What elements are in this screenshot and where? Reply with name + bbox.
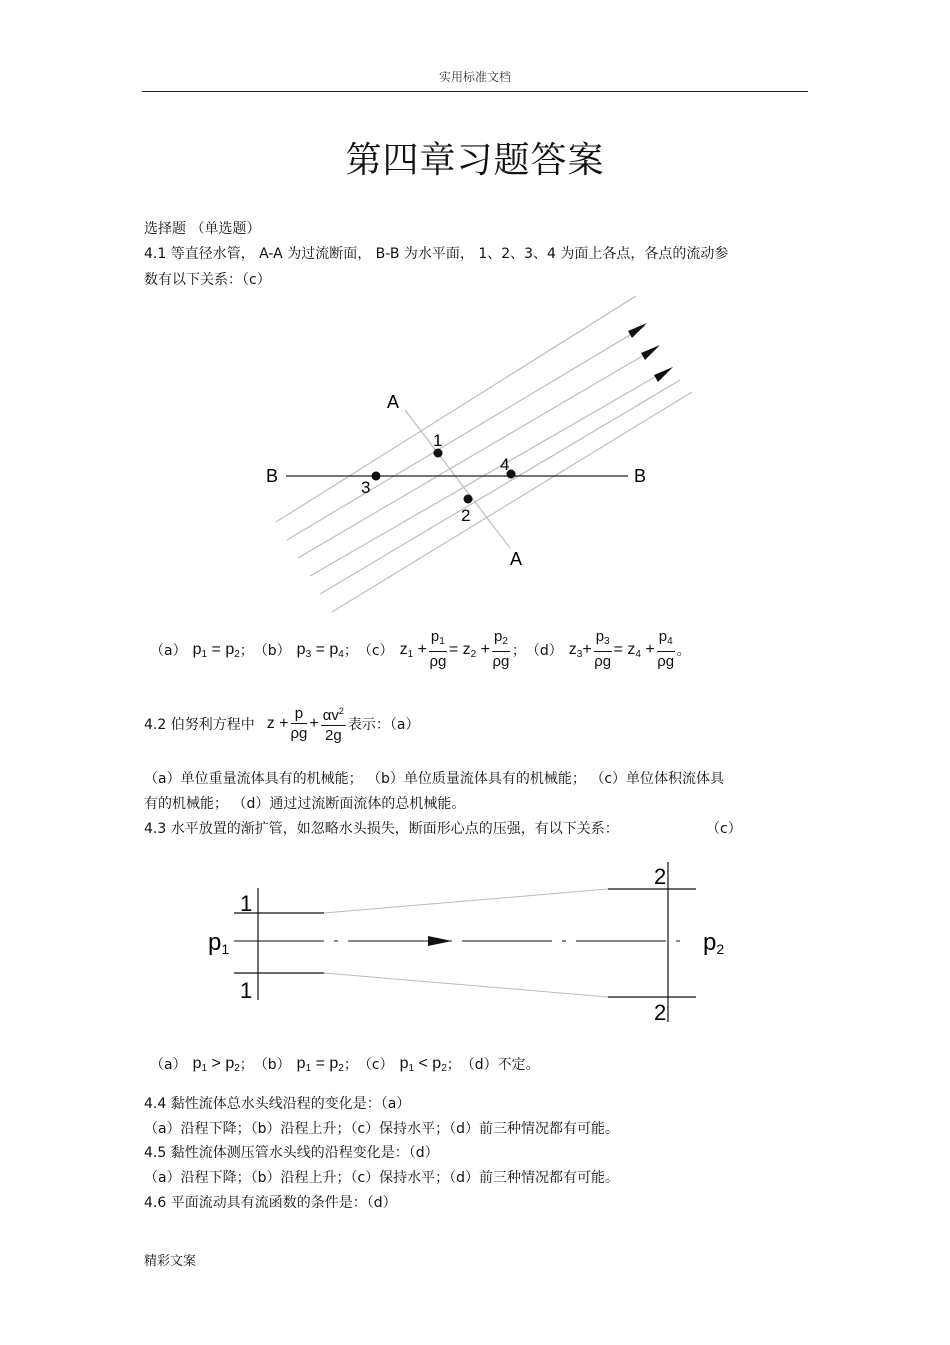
label-a-top: A (387, 392, 400, 412)
fraction: $\frac{p_3}{\rho g}$ (594, 628, 612, 670)
label-point-4: 4 (500, 455, 510, 474)
opt-a-label: （a） (150, 643, 187, 659)
opt-b-label: （b） (253, 643, 291, 659)
q42-line: 4.2 伯努利方程中 z + $\frac{p}{\rho g}$ + $\frac{\alpha v^2}{2g}$ 表示：（a） (144, 702, 420, 746)
opt-c-label: （c） (357, 1057, 394, 1073)
q42-opts-line1: （a）单位重量流体具有的机械能； （b）单位质量流体具有的机械能； （c）单位体积流体具 (144, 771, 725, 787)
q45-line: 4.5 黏性流体测压管水头线的沿程变化是：（d） (144, 1145, 439, 1161)
semi: ； (239, 643, 254, 659)
q44-opts: （a）沿程下降；（b）沿程上升；（c）保持水平；（d）前三种情况都有可能。 (144, 1121, 620, 1137)
label-b-right: B (634, 466, 647, 486)
fraction: $\frac{p}{\rho g}$ (290, 704, 308, 742)
label-a-bottom: A (510, 549, 523, 569)
label-point-1: 1 (433, 431, 443, 450)
section-aa-line (405, 410, 510, 548)
semi: ； (511, 643, 526, 659)
label-point-3: 3 (361, 478, 371, 497)
streamline (276, 296, 636, 522)
point-3 (372, 472, 381, 481)
q46-line: 4.6 平面流动具有流函数的条件是：（d） (144, 1195, 397, 1211)
label-p1-sub: 1 (221, 941, 230, 957)
label-p1-p: p (208, 929, 222, 956)
opt-d-label: （d）不定。 (460, 1057, 540, 1073)
label-point-2: 2 (461, 506, 471, 525)
q42-prefix: 4.2 伯努利方程中 (144, 717, 255, 733)
q41-line1: 4.1 等直径水管， A-A 为过流断面， B-B 为水平面， 1、2、3、4 为面上各点，各点的流动参 (144, 246, 729, 262)
label-p2-p: p (703, 929, 717, 956)
streamlines (276, 296, 692, 612)
opt-b-expr: $p_3 = p_4$ (296, 640, 344, 660)
q42-suffix: 表示：（a） (347, 717, 420, 733)
fraction: $\frac{\alpha v^2}{2g}$ (321, 702, 346, 746)
opt-b-label: （b） (253, 1057, 291, 1073)
opt-d-label: （d） (525, 643, 563, 659)
q43-answer: （c） (706, 821, 742, 837)
q45-opts: （a）沿程下降；（b）沿程上升；（c）保持水平；（d）前三种情况都有可能。 (144, 1170, 620, 1186)
q43-figure (208, 862, 724, 1025)
label-p2-sub: 2 (716, 941, 725, 957)
page-title: 第四章习题答案 (345, 140, 605, 181)
page-header: 实用标准文档 (438, 70, 511, 84)
q43-line: 4.3 水平放置的渐扩管，如忽略水头损失，断面形心点的压强，有以下关系： (144, 821, 619, 837)
q41-options: （a） $p_1 = p_2$ ； （b） $p_3 = p_4$ ； （c） $z_1$ + $\frac{p_1}{\rho g}$ = $z_2$ + $\frac{p_2}{\rho g}$ ； （d） $z_3+$ $\frac{p_3}{\rho g}$ = $z_4$ + $\frac{p_4}{\rho g}$ 。 (150, 628, 691, 670)
flow-arrow (428, 936, 452, 946)
fraction: $\frac{p_1}{\rho g}$ (429, 628, 447, 670)
label-b-left: B (266, 466, 279, 486)
q43-options: （a） $p_1 > p_2$ ； （b） $p_1 = p_2$ ； （c） $p_1 < p_2$ ； （d）不定。 (150, 1054, 540, 1074)
fraction: $\frac{p_4}{\rho g}$ (657, 628, 675, 670)
semi: ； (343, 643, 358, 659)
streamline (332, 392, 692, 612)
streamline (310, 370, 667, 576)
label-sec1-bottom: 1 (240, 978, 253, 1003)
label-p2 (703, 929, 724, 957)
period: 。 (676, 643, 691, 659)
point-2 (464, 495, 473, 504)
q42-opts-line2: 有的机械能； （d）通过过流断面流体的总机械能。 (144, 796, 466, 812)
pipe-taper (324, 973, 608, 997)
label-sec2-top: 2 (654, 864, 667, 889)
arrow-head (641, 345, 660, 360)
opt-a-label: （a） (150, 1057, 187, 1073)
section-heading: 选择题 （单选题） (144, 221, 261, 237)
pipe-taper (324, 889, 608, 913)
arrow-head (628, 323, 647, 338)
page-footer: 精彩文案 (144, 1254, 197, 1269)
opt-a-expr: $p_1 = p_2$ (192, 640, 240, 660)
label-p1 (208, 929, 229, 957)
q41-line2: 数有以下关系：（c） (144, 272, 271, 288)
q44-line: 4.4 黏性流体总水头线沿程的变化是：（a） (144, 1096, 411, 1112)
arrow-head (654, 367, 673, 382)
fraction: $\frac{p_2}{\rho g}$ (492, 628, 510, 670)
flow-arrows (628, 323, 673, 382)
label-sec2-bottom: 2 (654, 1000, 667, 1025)
streamline (298, 348, 656, 558)
opt-c-expr: $z_1$ + (399, 640, 427, 660)
opt-c-label: （c） (357, 643, 394, 659)
opt-d-expr: $z_3+$ (568, 640, 592, 660)
label-sec1-top: 1 (240, 891, 253, 916)
